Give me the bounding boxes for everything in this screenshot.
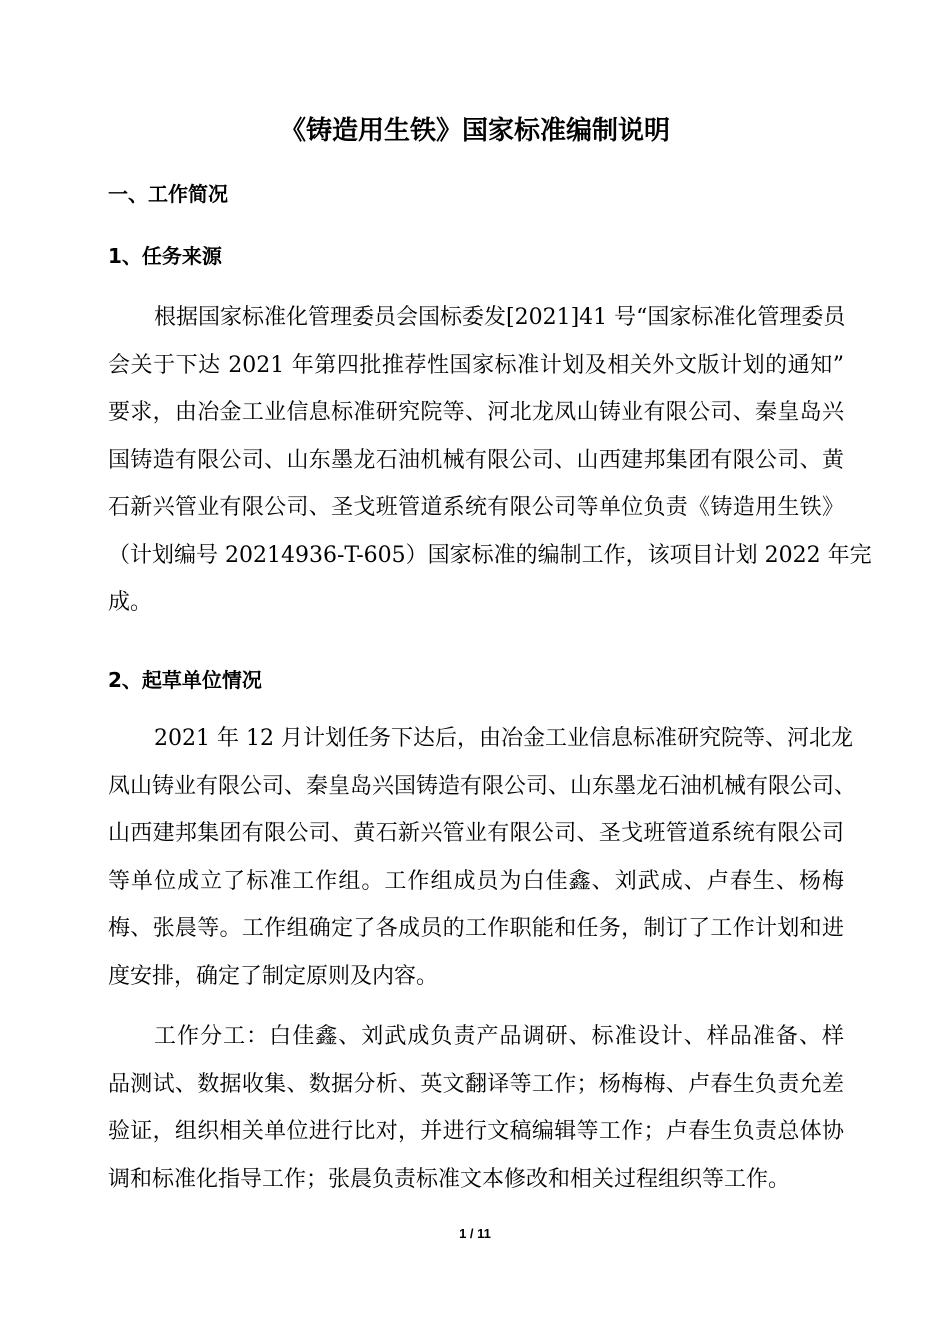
- text-line: 等单位成立了标准工作组。工作组成员为白佳鑫、刘武成、卢春生、杨梅: [108, 868, 844, 894]
- text-line: 凤山铸业有限公司、秦皇岛兴国铸造有限公司、山东墨龙石油机械有限公司、: [108, 773, 857, 799]
- text-line: 调和标准化指导工作；张晨负责标准文本修改和相关过程组织等工作。: [108, 1166, 791, 1192]
- text-line: 2021 年 12 月计划任务下达后，由冶金工业信息标准研究院等、河北龙: [154, 726, 853, 751]
- paragraph-task-source: [108, 303, 872, 636]
- text-line: 验证，组织相关单位进行比对，并进行文稿编辑等工作；卢春生负责总体协: [108, 1119, 844, 1144]
- subheading-drafting-units: 2、起草单位情况: [108, 668, 262, 692]
- text-line: 会关于下达 2021 年第四批推荐性国家标准计划及相关外文版计划的通知”: [108, 352, 844, 378]
- text-line: 度安排，确定了制定原则及内容。: [108, 963, 439, 989]
- text-line: 石新兴管业有限公司、圣戈班管道系统有限公司等单位负责《铸造用生铁》: [108, 495, 844, 520]
- text-line: 成。: [108, 590, 153, 615]
- text-line: 品测试、数据收集、数据分析、英文翻译等工作；杨梅梅、卢春生负责允差: [108, 1071, 844, 1097]
- section-heading-work-overview: 一、工作简况: [108, 182, 228, 206]
- text-line: 要求，由冶金工业信息标准研究院等、河北龙凤山铸业有限公司、秦皇岛兴: [108, 400, 844, 425]
- text-line: 根据国家标准化管理委员会国标委发[2021]41 号“国家标准化管理委员: [154, 305, 846, 330]
- text-line: 国铸造有限公司、山东墨龙石油机械有限公司、山西建邦集团有限公司、黄: [108, 447, 844, 473]
- paragraph-work-division: [108, 1022, 844, 1212]
- text-line: 山西建邦集团有限公司、黄石新兴管业有限公司、圣戈班管道系统有限公司: [108, 821, 844, 846]
- document-title: 《铸造用生铁》国家标准编制说明: [279, 116, 670, 146]
- page-number: 1 / 11: [459, 1226, 491, 1241]
- subheading-task-source: 1、任务来源: [108, 244, 222, 268]
- text-line: （计划编号 20214936-T-605）国家标准的编制工作，该项目计划 2022 年完: [108, 542, 872, 568]
- text-line: 梅、张晨等。工作组确定了各成员的工作职能和任务，制订了工作计划和进: [108, 916, 844, 941]
- text-line: 工作分工：白佳鑫、刘武成负责产品调研、标准设计、样品准备、样: [154, 1024, 844, 1049]
- paragraph-drafting-units: [108, 724, 857, 1009]
